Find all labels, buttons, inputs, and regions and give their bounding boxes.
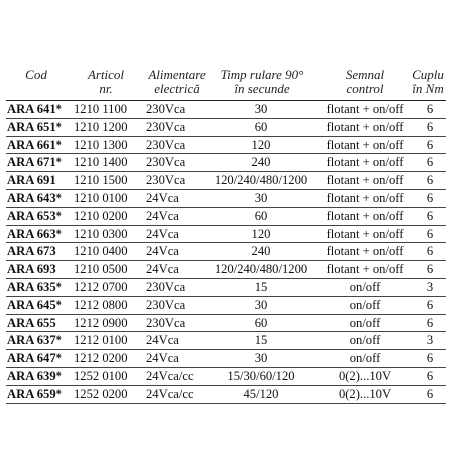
cell-signal: on/off (349, 315, 381, 330)
header-time-line2: în secunde (234, 81, 290, 96)
cell-code: ARA 663* (7, 226, 62, 241)
cell-article: 1210 0300 (74, 226, 128, 241)
cell-torque: 6 (426, 102, 434, 116)
cell-time: 45/120 (243, 386, 279, 401)
cell-code: ARA 639* (7, 368, 62, 383)
cell-time: 120 (251, 137, 271, 152)
cell-code: ARA 661* (7, 137, 62, 152)
cell-torque: 6 (426, 190, 434, 205)
cell-time: 240 (251, 244, 271, 259)
table-row (6, 315, 446, 333)
cell-torque: 6 (426, 173, 434, 188)
cell-article: 1210 0400 (74, 244, 128, 259)
cell-signal: flotant + on/off (326, 226, 404, 241)
table-row (6, 386, 446, 404)
cell-time: 120/240/480/1200 (214, 262, 308, 277)
cell-signal: flotant + on/off (326, 208, 404, 223)
cell-supply: 24Vca (146, 190, 179, 205)
cell-torque: 6 (426, 262, 434, 277)
cell-torque: 6 (426, 119, 434, 134)
cell-signal: flotant + on/off (326, 119, 404, 134)
cell-article: 1210 1100 (74, 102, 128, 116)
cell-signal: flotant + on/off (326, 155, 404, 170)
header-torque-line2: în Nm (412, 81, 444, 96)
cell-code: ARA 643* (7, 190, 62, 205)
cell-torque: 6 (426, 315, 434, 330)
table-body (6, 101, 446, 404)
cell-signal: flotant + on/off (326, 137, 404, 152)
table-row (6, 119, 446, 137)
cell-supply: 230Vca (146, 102, 186, 116)
cell-article: 1210 0500 (74, 262, 128, 277)
header-signal-line2: control (346, 81, 384, 96)
cell-torque: 6 (426, 297, 434, 312)
cell-time: 120/240/480/1200 (214, 173, 308, 188)
cell-time: 30 (254, 190, 268, 205)
cell-supply: 24Vca (146, 351, 179, 366)
table-header (6, 68, 446, 101)
table-row (6, 208, 446, 226)
cell-time: 60 (254, 315, 268, 330)
cell-torque: 6 (426, 155, 434, 170)
cell-time: 30 (254, 297, 268, 312)
cell-article: 1210 0200 (74, 208, 128, 223)
cell-code: ARA 653* (7, 208, 62, 223)
header-code-label: Cod (25, 67, 47, 82)
header-torque (410, 68, 446, 96)
header-signal (320, 68, 410, 96)
cell-torque: 6 (426, 368, 434, 383)
cell-code: ARA 655 (7, 315, 56, 330)
cell-time: 15 (254, 279, 268, 294)
cell-supply: 230Vca (146, 137, 186, 152)
table-row (6, 368, 446, 386)
cell-torque: 6 (426, 208, 434, 223)
cell-article: 1212 0800 (74, 297, 128, 312)
cell-supply: 24Vca (146, 244, 179, 259)
cell-code: ARA 671* (7, 155, 62, 170)
table-row (6, 332, 446, 350)
cell-code: ARA 691 (7, 173, 56, 188)
header-supply-line2: electrică (154, 81, 200, 96)
table-row (6, 226, 446, 244)
header-time (210, 68, 314, 96)
cell-supply: 24Vca/cc (146, 386, 194, 401)
cell-time: 240 (251, 155, 271, 170)
cell-signal: on/off (349, 279, 381, 294)
header-supply-line1: Alimentare (148, 67, 206, 82)
cell-time: 30 (254, 102, 268, 116)
cell-article: 1210 1300 (74, 137, 128, 152)
cell-supply: 230Vca (146, 279, 186, 294)
cell-signal: flotant + on/off (326, 190, 404, 205)
cell-signal: flotant + on/off (326, 262, 404, 277)
cell-signal: flotant + on/off (326, 102, 404, 116)
cell-code: ARA 673 (7, 244, 56, 259)
cell-supply: 230Vca (146, 173, 186, 188)
cell-signal: 0(2)...10V (338, 368, 392, 383)
cell-time: 120 (251, 226, 271, 241)
cell-article: 1210 1500 (74, 173, 128, 188)
cell-code: ARA 659* (7, 386, 62, 401)
cell-article: 1210 1400 (74, 155, 128, 170)
cell-torque: 3 (426, 279, 434, 294)
cell-time: 15 (254, 333, 268, 348)
cell-time: 15/30/60/120 (227, 368, 295, 383)
cell-torque: 6 (426, 244, 434, 259)
cell-time: 30 (254, 351, 268, 366)
table-row (6, 190, 446, 208)
cell-article: 1212 0900 (74, 315, 128, 330)
cell-article: 1212 0100 (74, 333, 128, 348)
cell-supply: 230Vca (146, 297, 186, 312)
cell-supply: 230Vca (146, 155, 186, 170)
cell-code: ARA 647* (7, 351, 62, 366)
cell-supply: 24Vca (146, 262, 179, 277)
header-time-line1: Timp rulare 90° (220, 67, 304, 82)
cell-time: 60 (254, 208, 268, 223)
cell-torque: 6 (426, 386, 434, 401)
cell-article: 1252 0200 (74, 386, 128, 401)
cell-signal: on/off (349, 351, 381, 366)
cell-supply: 230Vca (146, 315, 186, 330)
cell-signal: 0(2)...10V (338, 386, 392, 401)
cell-code: ARA 637* (7, 333, 62, 348)
cell-article: 1210 0100 (74, 190, 128, 205)
cell-supply: 24Vca (146, 333, 179, 348)
header-article-line1: Articol (87, 67, 125, 82)
cell-torque: 6 (426, 226, 434, 241)
table-row (6, 297, 446, 315)
table-row (6, 172, 446, 190)
cell-article: 1210 1200 (74, 119, 128, 134)
table-row (6, 154, 446, 172)
cell-torque: 3 (426, 333, 434, 348)
cell-torque: 6 (426, 137, 434, 152)
header-code (16, 68, 56, 82)
cell-signal: flotant + on/off (326, 244, 404, 259)
cell-time: 60 (254, 119, 268, 134)
header-article (76, 68, 136, 96)
cell-code: ARA 693 (7, 262, 56, 277)
table-row (6, 261, 446, 279)
cell-torque: 6 (426, 351, 434, 366)
table-row (6, 279, 446, 297)
cell-article: 1212 0700 (74, 279, 128, 294)
header-supply (140, 68, 214, 96)
cell-article: 1212 0200 (74, 351, 128, 366)
table-row (6, 243, 446, 261)
cell-signal: flotant + on/off (326, 173, 404, 188)
header-signal-line1: Semnal (345, 67, 385, 82)
cell-article: 1252 0100 (74, 368, 128, 383)
cell-supply: 24Vca (146, 208, 179, 223)
table-row (6, 101, 446, 119)
table-row (6, 137, 446, 155)
table-row (6, 350, 446, 368)
cell-supply: 24Vca/cc (146, 368, 194, 383)
header-torque-line1: Cuplu (412, 67, 444, 82)
cell-code: ARA 645* (7, 297, 62, 312)
product-table (6, 68, 446, 404)
cell-signal: on/off (349, 333, 381, 348)
cell-supply: 24Vca (146, 226, 179, 241)
cell-code: ARA 635* (7, 279, 62, 294)
cell-code: ARA 641* (7, 102, 62, 116)
cell-supply: 230Vca (146, 119, 186, 134)
cell-code: ARA 651* (7, 119, 62, 134)
cell-signal: on/off (349, 297, 381, 312)
header-article-line2: nr. (99, 81, 113, 96)
